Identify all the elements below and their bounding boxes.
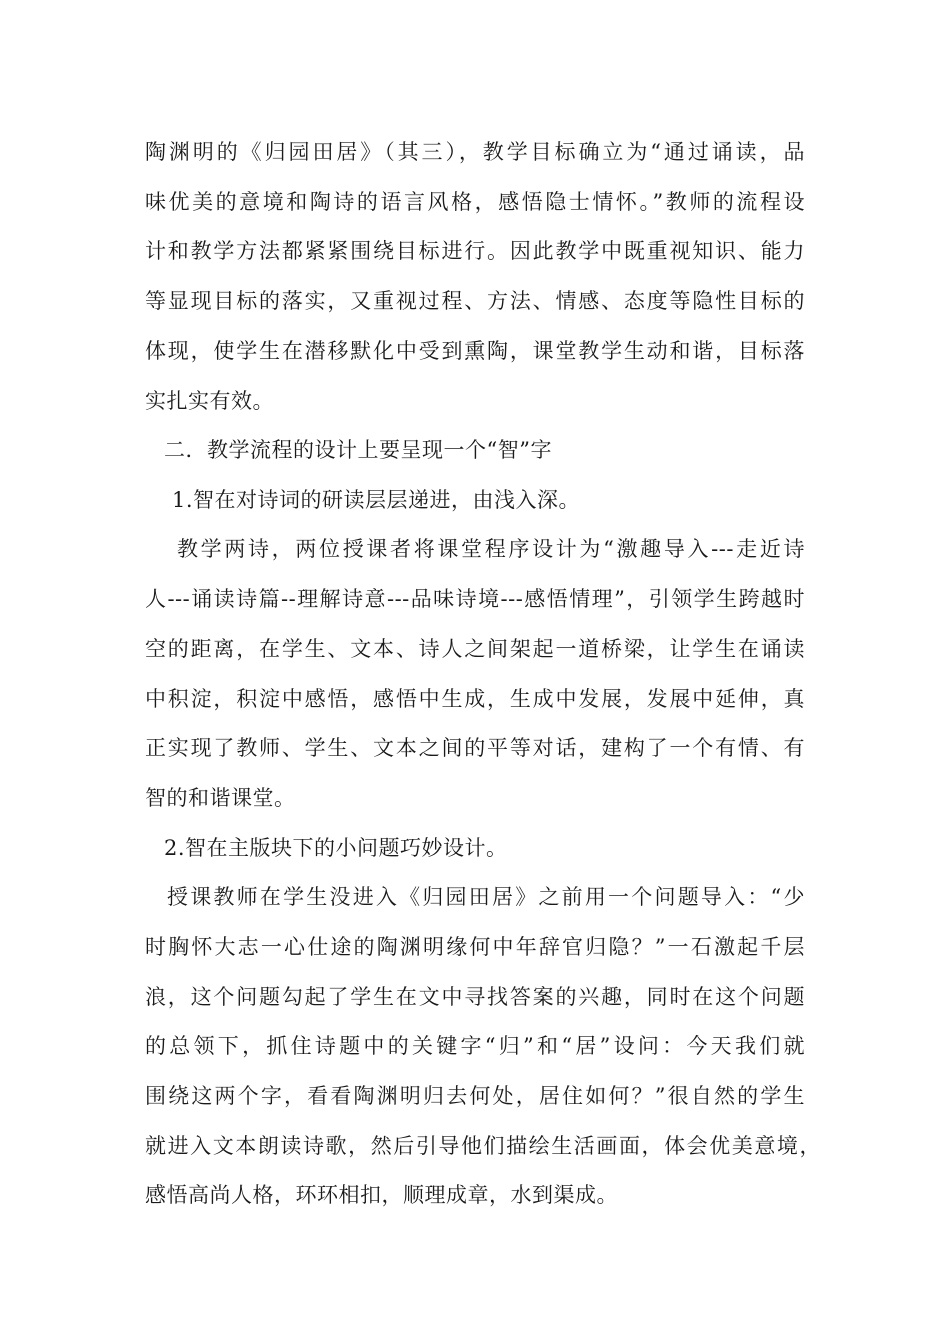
subheading-2: 2.智在主版块下的小问题巧妙设计。	[164, 836, 508, 860]
paragraph-3-line-7: 感悟高尚人格，环环相扣，顺理成章，水到渠成。	[145, 1183, 618, 1207]
paragraph-1-line-5: 体现，使学生在潜移默化中受到熏陶，课堂教学生动和谐，目标落	[145, 339, 805, 363]
paragraph-2-line-2: 人---诵读诗篇--理解诗意---品味诗境---感悟情理”，引领学生跨越时	[145, 587, 805, 611]
paragraph-1-line-6: 实扎实有效。	[145, 389, 274, 413]
paragraph-3-line-5: 围绕这两个字，看看陶渊明归去何处，居住如何？”很自然的学生	[145, 1084, 805, 1108]
paragraph-1-line-2: 味优美的意境和陶诗的语言风格，感悟隐士情怀。”教师的流程设	[145, 190, 805, 214]
paragraph-3-line-3: 浪，这个问题勾起了学生在文中寻找答案的兴趣，同时在这个问题	[145, 985, 805, 1009]
paragraph-2-line-1: 教学两诗，两位授课者将课堂程序设计为“激趣导入---走近诗	[177, 537, 805, 561]
paragraph-2-line-3: 空的距离，在学生、文本、诗人之间架起一道桥梁，让学生在诵读	[145, 637, 805, 661]
paragraph-1-line-4: 等显现目标的落实，又重视过程、方法、情感、态度等隐性目标的	[145, 289, 805, 313]
paragraph-3-line-2: 时胸怀大志一心仕途的陶渊明缘何中年辞官归隐？”一石激起千层	[145, 935, 805, 959]
paragraph-3-line-4: 的总领下，抓住诗题中的关键字“归”和“居”设问：今天我们就	[145, 1034, 805, 1058]
paragraph-3-line-6: 就进入文本朗读诗歌，然后引导他们描绘生活画面，体会优美意境，	[145, 1134, 821, 1158]
section-heading-2: 二．教学流程的设计上要呈现一个“智”字	[164, 438, 552, 462]
subheading-1: 1.智在对诗词的研读层层递进，由浅入深。	[172, 488, 581, 512]
paragraph-1-line-3: 计和教学方法都紧紧围绕目标进行。因此教学中既重视知识、能力	[145, 239, 805, 263]
paragraph-1-line-1: 陶渊明的《归园田居》（其三），教学目标确立为“通过诵读，品	[145, 140, 805, 164]
paragraph-3-line-1: 授课教师在学生没进入《归园田居》之前用一个问题导入：“少	[167, 885, 805, 909]
paragraph-2-line-5: 正实现了教师、学生、文本之间的平等对话，建构了一个有情、有	[145, 736, 805, 760]
paragraph-2-line-4: 中积淀，积淀中感悟，感悟中生成，生成中发展，发展中延伸，真	[145, 687, 805, 711]
paragraph-2-line-6: 智的和谐课堂。	[145, 786, 296, 810]
